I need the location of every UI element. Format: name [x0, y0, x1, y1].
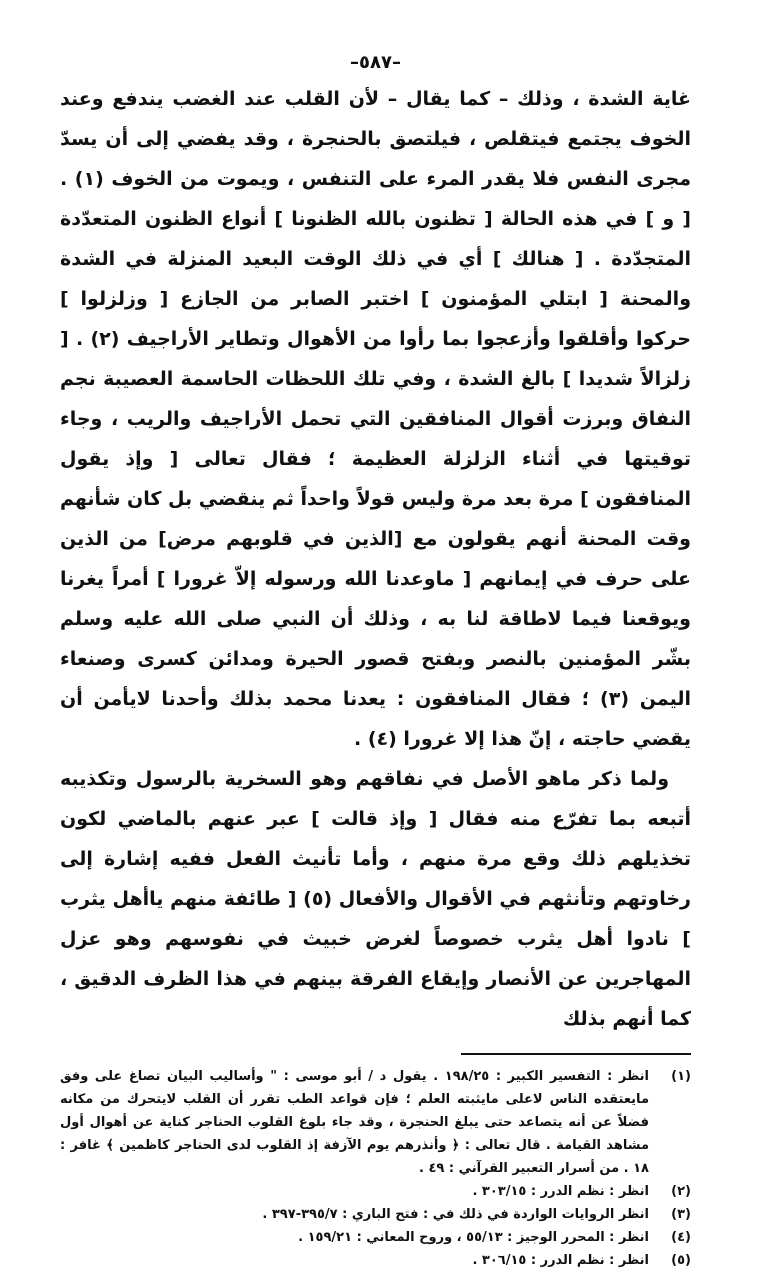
- footnote-text: انظر : المحرر الوجيز : ٥٥/١٣ ، وروح المعاني : ١٥٩/٢١ .: [298, 1230, 649, 1245]
- footnote-separator: [461, 1053, 691, 1055]
- footnote: [60, 1226, 691, 1249]
- footnote: [60, 1249, 691, 1272]
- footnote-number: (٥): [671, 1253, 691, 1268]
- footnote-number: (٣): [671, 1207, 691, 1222]
- paragraph: ولما ذكر ماهو الأصل في نفاقهم وهو السخرية بالرسول وتكذيبه أتبعه بما تفرّع منه فقال [ وإذ قالت ] عبر عنهم بالماضي لكون تخذيلهم ذلك وقع مرة منهم ، وأما تأنيث الفعل ففيه إشارة إلى رخاوتهم وتأنثهم في الأقوال والأفعال (٥) [ طائفة منهم ياأهل يثرب ] نادوا أهل يثرب خصوصاً لغرض خبيث في نفوسهم وهو عزل المهاجرين عن الأنصار وإيقاع الفرقة بينهم في هذا الظرف الدقيق ، كما أنهم بذلك: [60, 768, 691, 1030]
- footnote-number: (١): [671, 1069, 691, 1084]
- footnote-text: انظر : التفسير الكبير : ١٩٨/٢٥ . يقول د / أبو موسى : " وأساليب البيان تصاغ على وفق مايعتقده الناس لاعلى مايثبته العلم ؛ فإن قواعد الطب تقرر أن القلب لايتحرك من مكانه فضلاً عن أنه يتصاعد حتى يبلغ الحنجرة ، وقد جاء بلوغ القلوب الحناجر كناية عن أهوال أول مشاهد القيامة . قال تعالى : ﴿ وأنذرهم يوم الآزفة إذ القلوب لدى الحناجر كاظمين ﴾ غافر : ١٨ . من أسرار التعبير القرآني : ٤٩ .: [60, 1069, 649, 1176]
- main-text: [60, 79, 691, 1039]
- footnote: [60, 1180, 691, 1203]
- page-number: –٥٨٧–: [350, 52, 401, 73]
- footnote: [60, 1203, 691, 1226]
- footnote-text: انظر الروايات الواردة في ذلك في : فتح الباري : ٣٩٥/٧-٣٩٧ .: [262, 1207, 649, 1222]
- footnote-number: (٢): [671, 1184, 691, 1199]
- footnote: [60, 1065, 691, 1180]
- footnote-text: انظر : نظم الدرر : ٣٠٦/١٥ .: [472, 1253, 649, 1268]
- footnote-text: انظر : نظم الدرر : ٣٠٣/١٥ .: [472, 1184, 649, 1199]
- paragraph: غاية الشدة ، وذلك – كما يقال – لأن القلب عند الغضب يندفع وعند الخوف يجتمع فيتقلص ، فيلتصق بالحنجرة ، وقد يفضي إلى أن يسدّ مجرى النفس فلا يقدر المرء على التنفس ، ويموت من الخوف (١) . [ و ] في هذه الحالة [ تظنون بالله الظنونا ] أنواع الظنون المتعدّدة المتجدّدة . [ هنالك ] أي في ذلك الوقت البعيد المنزلة في الشدة والمحنة [ ابتلي المؤمنون ] اختبر الصابر من الجازع [ وزلزلوا ] حركوا وأقلقوا وأزعجوا بما رأوا من الأهوال وتطاير الأراجيف (٢) . [ زلزالاً شديدا ] بالغ الشدة ، وفي تلك اللحظات الحاسمة العصيبة نجم النفاق وبرزت أقوال المنافقين التي تحمل الأراجيف والريب ، وجاء توقيتها في أثناء الزلزلة العظيمة ؛ فقال تعالى [ وإذ يقول المنافقون ] مرة بعد مرة وليس قولاً واحداً ثم ينقضي بل كان شأنهم وقت المحنة أنهم يقولون مع [الذين في قلوبهم مرض] من الذين على حرف في إيمانهم [ ماوعدنا الله ورسوله إلاّ غرورا ] أمراً يغرنا ويوقعنا فيما لاطاقة لنا به ، وذلك أن النبي صلى الله عليه وسلم بشّر المؤمنين بالنصر وبفتح قصور الحيرة ومدائن كسرى وصنعاء اليمن (٣) ؛ فقال المنافقون : يعدنا محمد بذلك وأحدنا لايأمن أن يقضي حاجته ، إنّ هذا إلا غرورا (٤) .: [59, 88, 691, 750]
- footnotes: [60, 1065, 691, 1272]
- footnote-number: (٤): [671, 1230, 691, 1245]
